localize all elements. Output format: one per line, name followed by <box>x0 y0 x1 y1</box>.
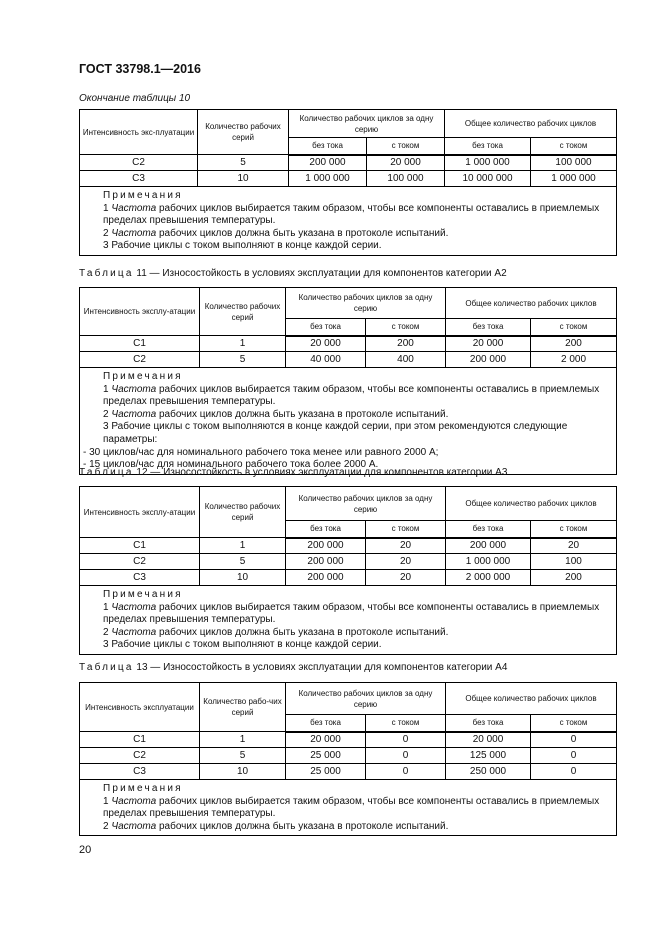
subheader-with-current: с током <box>531 138 617 155</box>
cell: 1 <box>200 336 286 352</box>
header-total-cycles: Общее количество рабочих циклов <box>445 110 617 138</box>
header-series: Количество рабо-чих серий <box>200 683 286 732</box>
header-intensity: Интенсивность эксплу-атации <box>80 288 200 336</box>
cell: 0 <box>531 732 617 748</box>
table-row <box>80 538 617 554</box>
header-series: Количество рабочих серий <box>200 288 286 336</box>
note-text: рабочих циклов выбирается таким образом, чтобы все компоненты оставались в приемлемых пределах превышения температуры. <box>103 202 600 227</box>
note-emphasis: Частота <box>111 601 157 613</box>
subheader-no-current: без тока <box>289 138 367 155</box>
cell: 20 000 <box>446 336 531 352</box>
cell: 20 000 <box>446 732 531 748</box>
cell: 1 000 000 <box>531 171 617 187</box>
cell: 100 000 <box>531 155 617 171</box>
cell: 0 <box>531 748 617 764</box>
subheader-no-current: без тока <box>286 715 366 732</box>
cell: 200 <box>366 336 446 352</box>
table-row <box>80 352 617 368</box>
cell: 0 <box>366 748 446 764</box>
cell: 1 <box>200 732 286 748</box>
header-total-cycles: Общее количество рабочих циклов <box>446 683 617 715</box>
cell: C2 <box>80 554 200 570</box>
cell: 200 000 <box>286 570 366 586</box>
cell: C1 <box>80 336 200 352</box>
subheader-no-current: без тока <box>446 715 531 732</box>
note-emphasis: Частота <box>111 408 157 420</box>
cell: 20 000 <box>367 155 445 171</box>
cell: 1 <box>200 538 286 554</box>
note-text: рабочих циклов должна быть указана в протоколе испытаний. <box>158 820 449 832</box>
cell: 10 <box>200 570 286 586</box>
subheader-no-current: без тока <box>446 521 531 538</box>
subheader-no-current: без тока <box>286 521 366 538</box>
cell: C2 <box>80 748 200 764</box>
cell: 20 <box>366 538 446 554</box>
cell: 25 000 <box>286 764 366 780</box>
page-number: 20 <box>79 844 92 856</box>
cell: 20 000 <box>286 336 366 352</box>
cell: 40 000 <box>286 352 366 368</box>
cell: C2 <box>80 352 200 368</box>
document-header: ГОСТ 33798.1—2016 <box>79 62 201 76</box>
header-cycles-per-series: Количество рабочих циклов за одну серию <box>286 683 446 715</box>
header-intensity: Интенсивность эксплу-атации <box>80 487 200 538</box>
header-cycles-per-series: Количество рабочих циклов за одну серию <box>289 110 445 138</box>
table-row <box>80 554 617 570</box>
cell: C1 <box>80 538 200 554</box>
subheader-with-current: с током <box>366 319 446 336</box>
subheader-with-current: с током <box>366 521 446 538</box>
table10 <box>79 109 617 256</box>
cell: 200 000 <box>286 554 366 570</box>
note-emphasis: Частота <box>111 383 157 395</box>
cell: 250 000 <box>446 764 531 780</box>
caption-prefix: Таблица <box>79 662 134 673</box>
notes-title: Примечания <box>103 371 183 382</box>
cell: C2 <box>80 155 198 171</box>
table12 <box>79 486 617 655</box>
cell: C3 <box>80 171 198 187</box>
cell: 20 <box>366 570 446 586</box>
note-1: 1 Частота рабочих циклов выбирается таким образом, чтобы все компоненты оставались в приемлемых пределах превышения температуры. <box>103 601 600 626</box>
note-3-item: - 30 циклов/час для номинального рабочего тока менее или равного 2000 А; <box>83 446 439 458</box>
cell: 10 000 000 <box>445 171 531 187</box>
caption-text: 11 — Износостойкость в условиях эксплуатации для компонентов категории А2 <box>136 268 507 279</box>
cell: 0 <box>531 764 617 780</box>
cell: 5 <box>200 554 286 570</box>
caption-prefix: Таблица <box>79 467 134 478</box>
note-text: рабочих циклов выбирается таким образом, чтобы все компоненты оставались в приемлемых пределах превышения температуры. <box>103 795 600 820</box>
cell: 125 000 <box>446 748 531 764</box>
subheader-no-current: без тока <box>286 319 366 336</box>
table11-caption <box>79 268 507 279</box>
cell: 200 <box>531 570 617 586</box>
cell: 1 000 000 <box>446 554 531 570</box>
header-total-cycles: Общее количество рабочих циклов <box>446 487 617 521</box>
notes-title: Примечания <box>103 190 183 201</box>
cell: 2 000 000 <box>446 570 531 586</box>
table-notes <box>80 586 617 655</box>
note-3-item: - 15 циклов/час для номинального рабочего тока более 2000 А. <box>83 459 379 471</box>
table-notes <box>80 368 617 475</box>
note-3: 3 Рабочие циклы с током выполняют в конце каждой серии. <box>103 639 382 651</box>
cell: 25 000 <box>286 748 366 764</box>
subheader-with-current: с током <box>367 138 445 155</box>
header-series: Количество рабочих серий <box>200 487 286 538</box>
notes-title: Примечания <box>103 783 183 794</box>
note-text: рабочих циклов должна быть указана в протоколе испытаний. <box>158 408 449 420</box>
note-emphasis: Частота <box>111 227 157 239</box>
table-notes <box>80 187 617 256</box>
note-emphasis: Частота <box>111 820 157 832</box>
note-2: 2 Частота рабочих циклов должна быть указана в протоколе испытаний. <box>103 408 449 420</box>
table-row <box>80 764 617 780</box>
table11 <box>79 287 617 475</box>
table-row <box>80 336 617 352</box>
note-emphasis: Частота <box>111 795 157 807</box>
header-intensity: Интенсивность экс-плуатации <box>80 110 198 155</box>
note-1: 1 Частота рабочих циклов выбирается таким образом, чтобы все компоненты оставались в приемлемых пределах превышения температуры. <box>103 202 600 227</box>
table-row <box>80 171 617 187</box>
table-notes <box>80 780 617 836</box>
note-2: 2 Частота рабочих циклов должна быть указана в протоколе испытаний. <box>103 626 449 638</box>
table10-caption: Окончание таблицы 10 <box>79 93 191 104</box>
cell: 20 <box>366 554 446 570</box>
caption-text: 13 — Износостойкость в условиях эксплуатации для компонентов категории А4 <box>136 662 508 673</box>
note-1: 1 Частота рабочих циклов выбирается таким образом, чтобы все компоненты оставались в приемлемых пределах превышения температуры. <box>103 795 600 820</box>
table13 <box>79 682 617 836</box>
cell: 200 000 <box>286 538 366 554</box>
cell: 200 000 <box>446 352 531 368</box>
cell: 200 000 <box>446 538 531 554</box>
cell: 20 000 <box>286 732 366 748</box>
header-cycles-per-series: Количество рабочих циклов за одну серию <box>286 288 446 319</box>
note-3: 3 Рабочие циклы с током выполняют в конце каждой серии. <box>103 240 382 252</box>
cell: 2 000 <box>531 352 617 368</box>
cell: 5 <box>200 352 286 368</box>
cell: 5 <box>200 748 286 764</box>
note-1: 1 Частота рабочих циклов выбирается таким образом, чтобы все компоненты оставались в приемлемых пределах превышения температуры. <box>103 383 600 408</box>
cell: 1 000 000 <box>289 171 367 187</box>
cell: 20 <box>531 538 617 554</box>
subheader-with-current: с током <box>531 521 617 538</box>
subheader-with-current: с током <box>366 715 446 732</box>
subheader-no-current: без тока <box>446 319 531 336</box>
cell: 1 000 000 <box>445 155 531 171</box>
cell: 200 <box>531 336 617 352</box>
cell: 10 <box>200 764 286 780</box>
note-text: рабочих циклов выбирается таким образом, чтобы все компоненты оставались в приемлемых пределах превышения температуры. <box>103 601 600 626</box>
caption-prefix: Таблица <box>79 268 134 279</box>
table-row <box>80 732 617 748</box>
table-row <box>80 570 617 586</box>
note-2: 2 Частота рабочих циклов должна быть указана в протоколе испытаний. <box>103 820 449 832</box>
cell: C1 <box>80 732 200 748</box>
table13-caption <box>79 662 507 673</box>
cell: 0 <box>366 764 446 780</box>
table-row <box>80 155 617 171</box>
header-series: Количество рабочих серий <box>198 110 289 155</box>
subheader-with-current: с током <box>531 715 617 732</box>
cell: 100 <box>531 554 617 570</box>
table-row <box>80 748 617 764</box>
cell: 200 000 <box>289 155 367 171</box>
note-text: рабочих циклов выбирается таким образом, чтобы все компоненты оставались в приемлемых пределах превышения температуры. <box>103 383 600 408</box>
table12-caption <box>79 467 507 478</box>
cell: 10 <box>198 171 289 187</box>
header-total-cycles: Общее количество рабочих циклов <box>446 288 617 319</box>
header-cycles-per-series: Количество рабочих циклов за одну серию <box>286 487 446 521</box>
cell: C3 <box>80 570 200 586</box>
cell: 100 000 <box>367 171 445 187</box>
cell: 5 <box>198 155 289 171</box>
note-emphasis: Частота <box>111 202 157 214</box>
note-text: рабочих циклов должна быть указана в протоколе испытаний. <box>158 626 449 638</box>
cell: 400 <box>366 352 446 368</box>
note-2: 2 Частота рабочих циклов должна быть указана в протоколе испытаний. <box>103 227 449 239</box>
notes-title: Примечания <box>103 589 183 600</box>
note-emphasis: Частота <box>111 626 157 638</box>
note-3: 3 Рабочие циклы с током выполняются в конце каждой серии, при этом рекомендуются следующие параметры: <box>103 421 568 445</box>
note-text: рабочих циклов должна быть указана в протоколе испытаний. <box>158 227 449 239</box>
subheader-with-current: с током <box>531 319 617 336</box>
header-intensity: Интенсивность эксплуатации <box>80 683 200 732</box>
cell: 0 <box>366 732 446 748</box>
caption-text: 12 — Износостойкость в условиях эксплуатации для компонентов категории А3 <box>136 467 508 478</box>
subheader-no-current: без тока <box>445 138 531 155</box>
cell: C3 <box>80 764 200 780</box>
